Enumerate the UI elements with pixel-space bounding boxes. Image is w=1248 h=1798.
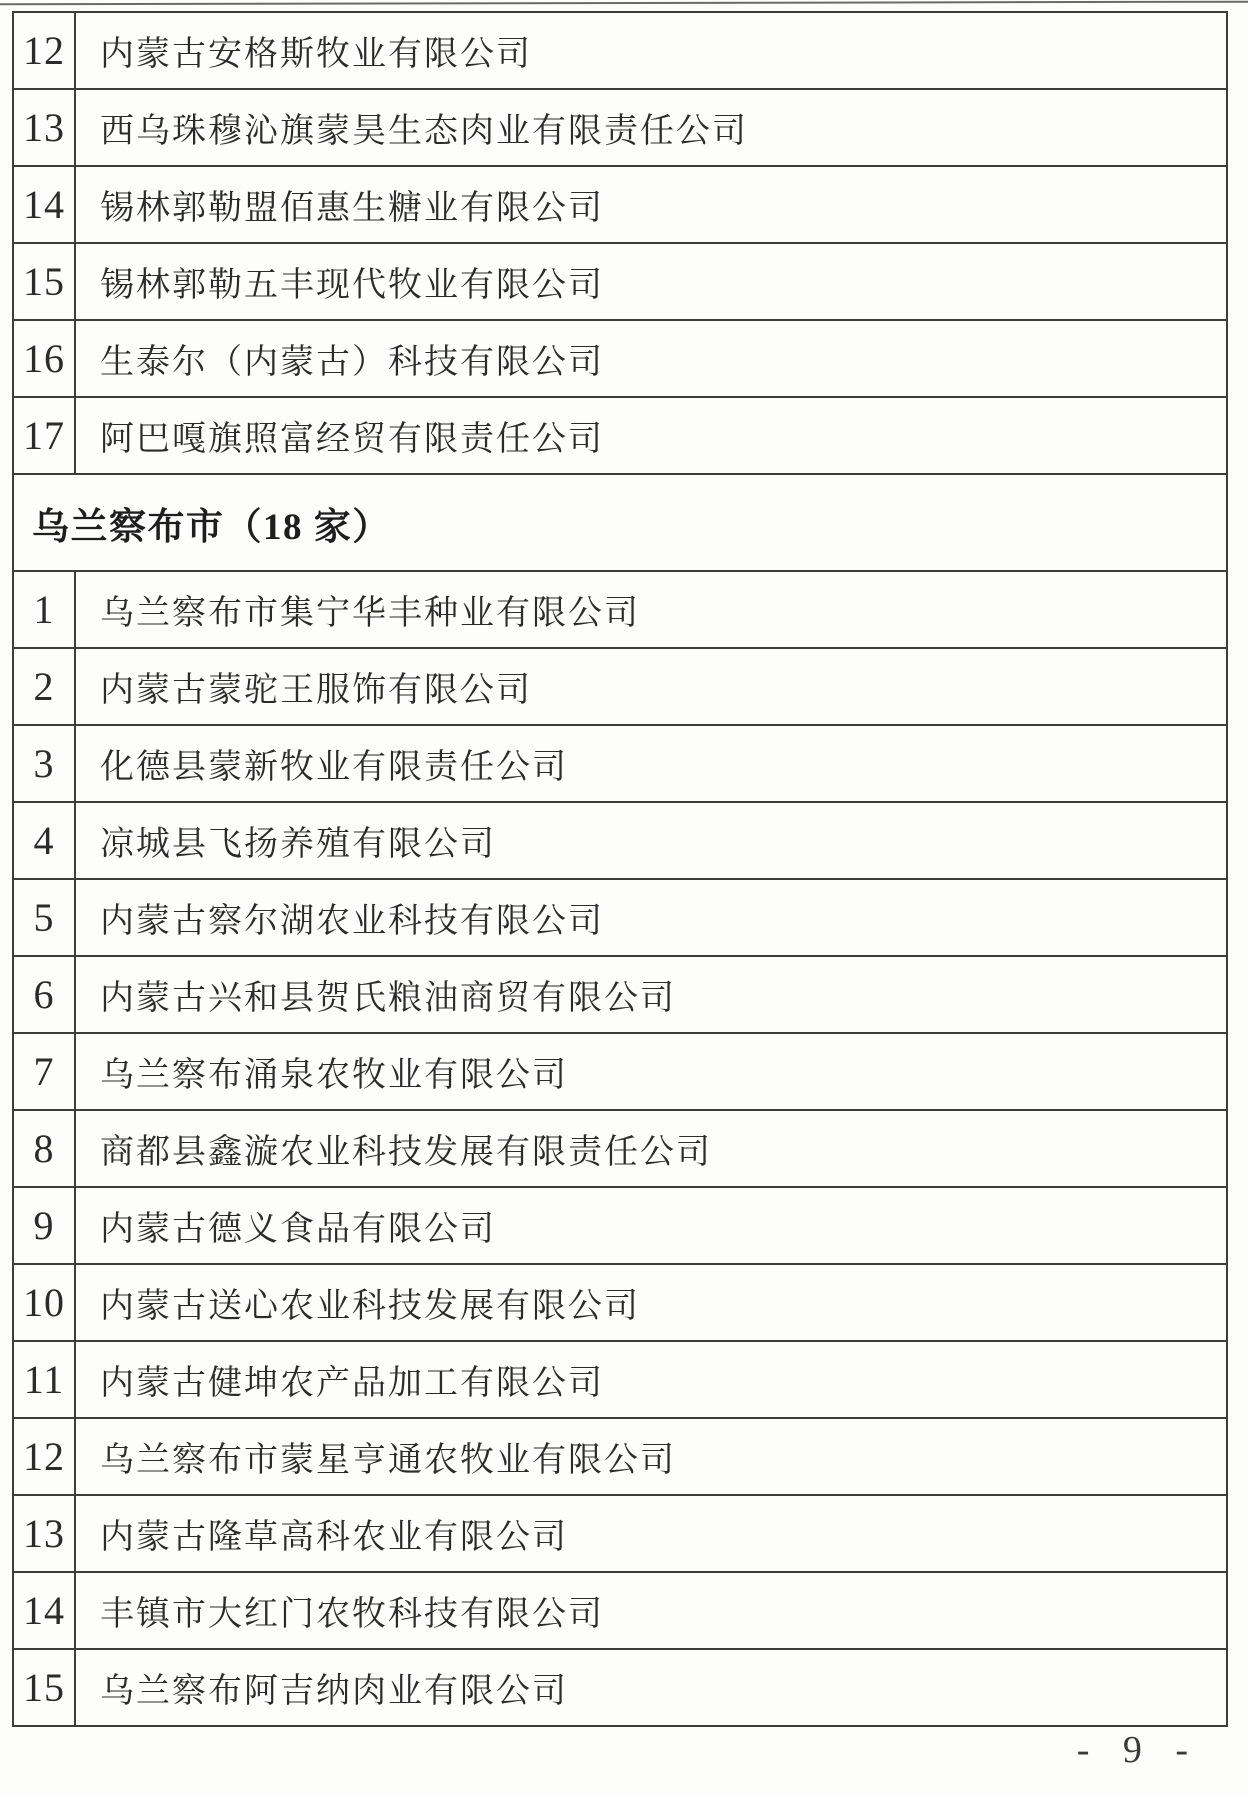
table-row — [14, 726, 1226, 803]
row-number: 13 — [14, 1496, 76, 1571]
row-number: 12 — [14, 1419, 76, 1494]
company-name: 乌兰察布市集宁华丰种业有限公司 — [100, 595, 640, 632]
row-number: 8 — [14, 1111, 76, 1186]
section-header-row — [14, 475, 1226, 572]
company-name: 锡林郭勒盟佰惠生糖业有限公司 — [100, 190, 604, 227]
company-name: 西乌珠穆沁旗蒙昊生态肉业有限责任公司 — [100, 113, 748, 150]
table-row — [14, 1188, 1226, 1265]
company-name: 内蒙古兴和县贺氏粮油商贸有限公司 — [100, 980, 676, 1017]
company-name: 丰镇市大红门农牧科技有限公司 — [100, 1596, 604, 1633]
row-number: 17 — [14, 398, 76, 473]
table-row — [14, 90, 1226, 167]
table-row — [14, 398, 1226, 475]
table-row — [14, 1265, 1226, 1342]
company-name: 乌兰察布市蒙星亨通农牧业有限公司 — [100, 1442, 676, 1479]
row-number: 3 — [14, 726, 76, 801]
table-row — [14, 1650, 1226, 1727]
table-row — [14, 1496, 1226, 1573]
company-name: 内蒙古蒙驼王服饰有限公司 — [100, 672, 532, 709]
table-row — [14, 880, 1226, 957]
section-header: 乌兰察布市（18 家） — [32, 506, 391, 548]
table-row — [14, 244, 1226, 321]
company-name: 阿巴嘎旗照富经贸有限责任公司 — [100, 421, 604, 458]
row-number: 9 — [14, 1188, 76, 1263]
row-number: 15 — [14, 1650, 76, 1725]
company-name: 内蒙古察尔湖农业科技有限公司 — [100, 903, 604, 940]
table-row — [14, 1111, 1226, 1188]
company-name: 生泰尔（内蒙古）科技有限公司 — [100, 344, 604, 381]
row-number: 11 — [14, 1342, 76, 1417]
company-name: 内蒙古隆草高科农业有限公司 — [100, 1519, 568, 1556]
row-number: 16 — [14, 321, 76, 396]
company-name: 乌兰察布涌泉农牧业有限公司 — [100, 1057, 568, 1094]
table-row — [14, 957, 1226, 1034]
table-row — [14, 321, 1226, 398]
company-name: 锡林郭勒五丰现代牧业有限公司 — [100, 267, 604, 304]
row-number: 7 — [14, 1034, 76, 1109]
company-name: 内蒙古德义食品有限公司 — [100, 1211, 496, 1248]
page-number: - 9 - — [1076, 1729, 1200, 1771]
table-row — [14, 803, 1226, 880]
table-row — [14, 649, 1226, 726]
row-number: 14 — [14, 167, 76, 242]
row-number: 5 — [14, 880, 76, 955]
table-row — [14, 1034, 1226, 1111]
row-number: 13 — [14, 90, 76, 165]
table-row — [14, 13, 1226, 90]
company-table — [12, 11, 1228, 1727]
table-row — [14, 1573, 1226, 1650]
scan-edge-line — [0, 1, 1248, 6]
row-number: 10 — [14, 1265, 76, 1340]
company-name: 凉城县飞扬养殖有限公司 — [100, 826, 496, 863]
row-number: 15 — [14, 244, 76, 319]
row-number: 6 — [14, 957, 76, 1032]
company-name: 内蒙古健坤农产品加工有限公司 — [100, 1365, 604, 1402]
row-number: 14 — [14, 1573, 76, 1648]
row-number: 1 — [14, 572, 76, 647]
company-name: 商都县鑫漩农业科技发展有限责任公司 — [100, 1134, 712, 1171]
company-name: 内蒙古送心农业科技发展有限公司 — [100, 1288, 640, 1325]
table-row — [14, 1419, 1226, 1496]
row-number: 4 — [14, 803, 76, 878]
row-number: 2 — [14, 649, 76, 724]
table-row — [14, 572, 1226, 649]
table-row — [14, 1342, 1226, 1419]
company-name: 乌兰察布阿吉纳肉业有限公司 — [100, 1673, 568, 1710]
table-row — [14, 167, 1226, 244]
row-number: 12 — [14, 13, 76, 88]
company-name: 化德县蒙新牧业有限责任公司 — [100, 749, 568, 786]
company-name: 内蒙古安格斯牧业有限公司 — [100, 36, 532, 73]
